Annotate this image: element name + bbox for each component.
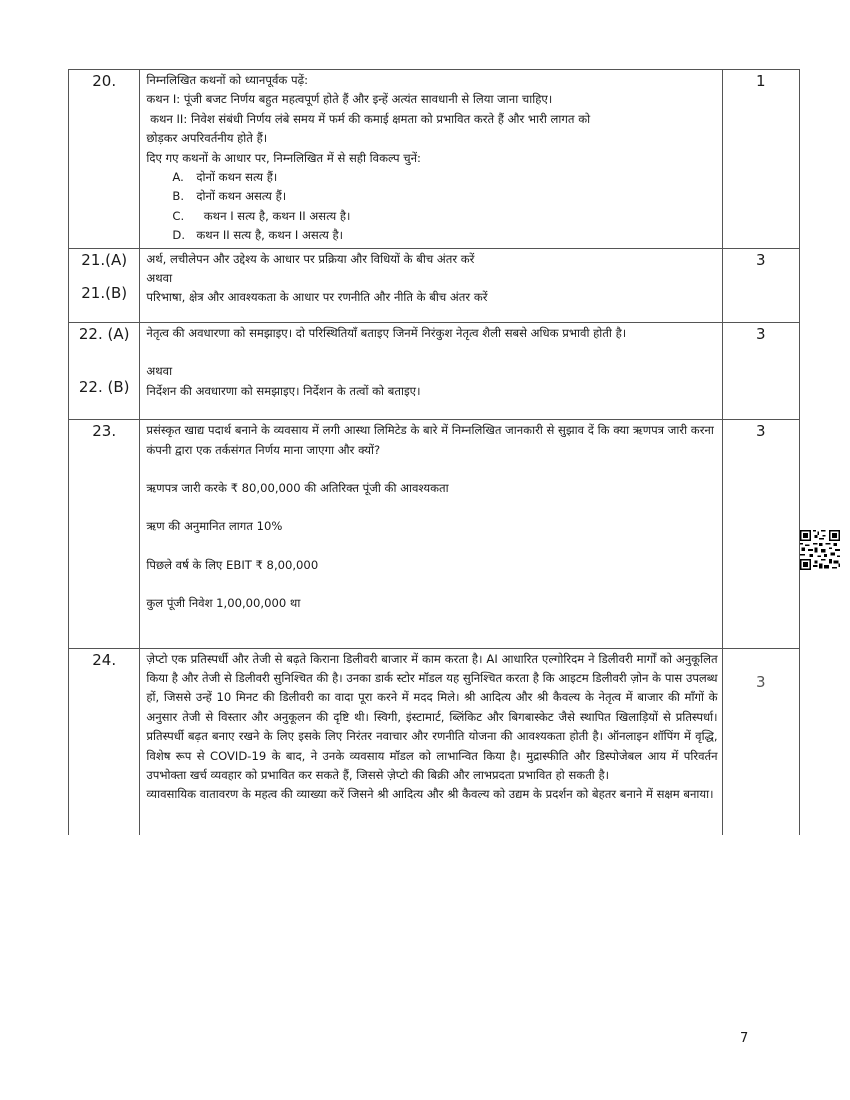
part-b-text: परिभाषा, क्षेत्र और आवश्यकता के आधार पर रणनीति और नीति के बीच अंतर करें bbox=[146, 290, 488, 305]
question-number-a: 21.(A) bbox=[81, 250, 128, 269]
question-prompt: दिए गए कथनों के आधार पर, निम्नलिखित में से सही विकल्प चुनें: bbox=[146, 150, 421, 165]
question-number: 20. bbox=[69, 70, 140, 249]
question-marks: 1 bbox=[722, 70, 799, 249]
option-c: C. कथन I सत्य है, कथन II असत्य है। bbox=[172, 208, 351, 223]
question-text: व्यावसायिक वातावरण के महत्व की व्याख्या करें जिसने श्री आदित्य और श्री कैवल्य को उद्यम के प्रदर्शन को बेहतर बनाने में सक्षम बनाया। bbox=[146, 787, 714, 802]
question-table bbox=[68, 69, 800, 835]
question-intro: निम्नलिखित कथनों को ध्यानपूर्वक पढ़ें: bbox=[146, 73, 309, 87]
or-text: अथवा bbox=[146, 271, 173, 286]
statement-2-cont: छोड़कर अपरिवर्तनीय होते हैं। bbox=[146, 131, 268, 146]
question-row-23 bbox=[69, 420, 800, 648]
statement-1: कथन I: पूंजी बजट निर्णय बहुत महत्वपूर्ण होते हैं और इन्हें अत्यंत सावधानी से लिया जाना चाहिए। bbox=[146, 92, 553, 107]
part-a-text: अर्थ, लचीलेपन और उद्देश्य के आधार पर प्रक्रिया और विधियों के बीच अंतर करें bbox=[146, 251, 475, 266]
question-row-20 bbox=[69, 70, 800, 249]
option-a: A. दोनों कथन सत्य हैं। bbox=[172, 170, 278, 185]
part-a-text: नेतृत्व की अवधारणा को समझाइए। दो परिस्थितियाँ बताइए जिनमें निरंकुश नेतृत्व शैली सबसे अधिक प्रभावी होती है। bbox=[146, 325, 627, 340]
question-marks: 3 bbox=[722, 248, 799, 322]
question-table-container bbox=[68, 69, 800, 835]
question-marks: 3 bbox=[722, 648, 799, 835]
qr-code-icon bbox=[800, 530, 840, 570]
info-line-2: ऋण की अनुमानित लागत 10% bbox=[146, 519, 283, 534]
question-number: 24. bbox=[69, 648, 140, 835]
question-number: 23. bbox=[69, 420, 140, 648]
question-number-b: 21.(B) bbox=[81, 283, 128, 302]
question-marks: 3 bbox=[722, 420, 799, 648]
option-d: D. कथन II सत्य है, कथन I असत्य है। bbox=[172, 228, 344, 243]
question-number bbox=[69, 322, 140, 419]
statement-2: कथन II: निवेश संबंधी निर्णय लंबे समय में फर्म की कमाई क्षमता को प्रभावित करते हैं और भारी लागत को bbox=[150, 111, 591, 126]
info-line-4: कुल पूंजी निवेश 1,00,00,000 था bbox=[146, 596, 301, 611]
question-body bbox=[140, 648, 722, 835]
question-body bbox=[140, 322, 722, 419]
question-number-b: 22. (B) bbox=[78, 377, 130, 396]
question-body bbox=[140, 70, 722, 249]
question-row-24 bbox=[69, 648, 800, 835]
question-text: प्रसंस्कृत खाद्य पदार्थ बनाने के व्यवसाय में लगी आस्था लिमिटेड के बारे में निम्नलिखित जानकारी से सुझाव दें कि क्या ऋणपत्र जारी करना कंपनी द्वारा एक तर्कसंगत निर्णय माना जाएगा और क्यों? bbox=[146, 423, 714, 457]
question-row-22 bbox=[69, 322, 800, 419]
info-line-1: ऋणपत्र जारी करके ₹ 80,00,000 की अतिरिक्त पूंजी की आवश्यकता bbox=[146, 480, 449, 495]
case-passage: ज़ेप्टो एक प्रतिस्पर्धी और तेजी से बढ़ते किराना डिलीवरी बाजार में काम करता है। AI आधारित एल्गोरिदम ने डिलीवरी मार्गों को अनुकूलित किया है और तेजी से डिलीवरी सुनिश्चित की है। उनका डार्क स्टोर मॉडल यह सुनिश्चित करता है कि आइटम डिलीवरी ज़ोन के पास उपलब्ध हों, जिससे उन्हें 10 मिनट की डिलीवरी का वादा पूरा करने में मदद मिले। श्री आदित्य और श्री कैवल्य के नेतृत्व में बाजार की माँगों के अनुसार तेजी से विस्तार और अनुकूलन की दृष्टि थी। स्विगी, इंस्टामार्ट, ब्लिंकिट और बिगबास्केट जैसे स्थापित खिलाड़ियों से प्रतिस्पर्धा। प्रतिस्पर्धी बढ़त बनाए रखने के लिए इसके लिए निरंतर नवाचार और रणनीति योजना की आवश्यकता होती है। ऑनलाइन शॉपिंग में वृद्धि, विशेष रूप से COVID-19 के बाद, ने उनके व्यवसाय मॉडल को लाभान्वित किया है। मुद्रास्फीति और डिस्पोजेबल आय में परिवर्तन उपभोक्ता खर्च व्यवहार को प्रभावित कर सकते हैं, जिससे ज़ेप्टो की बिक्री और लाभप्रदता प्रभावित हो सकती है। bbox=[146, 651, 718, 782]
info-line-3: पिछले वर्ष के लिए EBIT ₹ 8,00,000 bbox=[146, 557, 319, 572]
question-number bbox=[69, 248, 140, 322]
or-text: अथवा bbox=[146, 364, 173, 379]
page-number: 7 bbox=[740, 1031, 749, 1046]
part-b-text: निर्देशन की अवधारणा को समझाइए। निर्देशन के तत्वों को बताइए। bbox=[146, 383, 421, 398]
question-body bbox=[140, 420, 722, 648]
question-marks: 3 bbox=[722, 322, 799, 419]
question-body bbox=[140, 248, 722, 322]
question-row-21 bbox=[69, 248, 800, 322]
question-number-a: 22. (A) bbox=[78, 324, 130, 343]
option-b: B. दोनों कथन असत्य हैं। bbox=[172, 189, 287, 204]
